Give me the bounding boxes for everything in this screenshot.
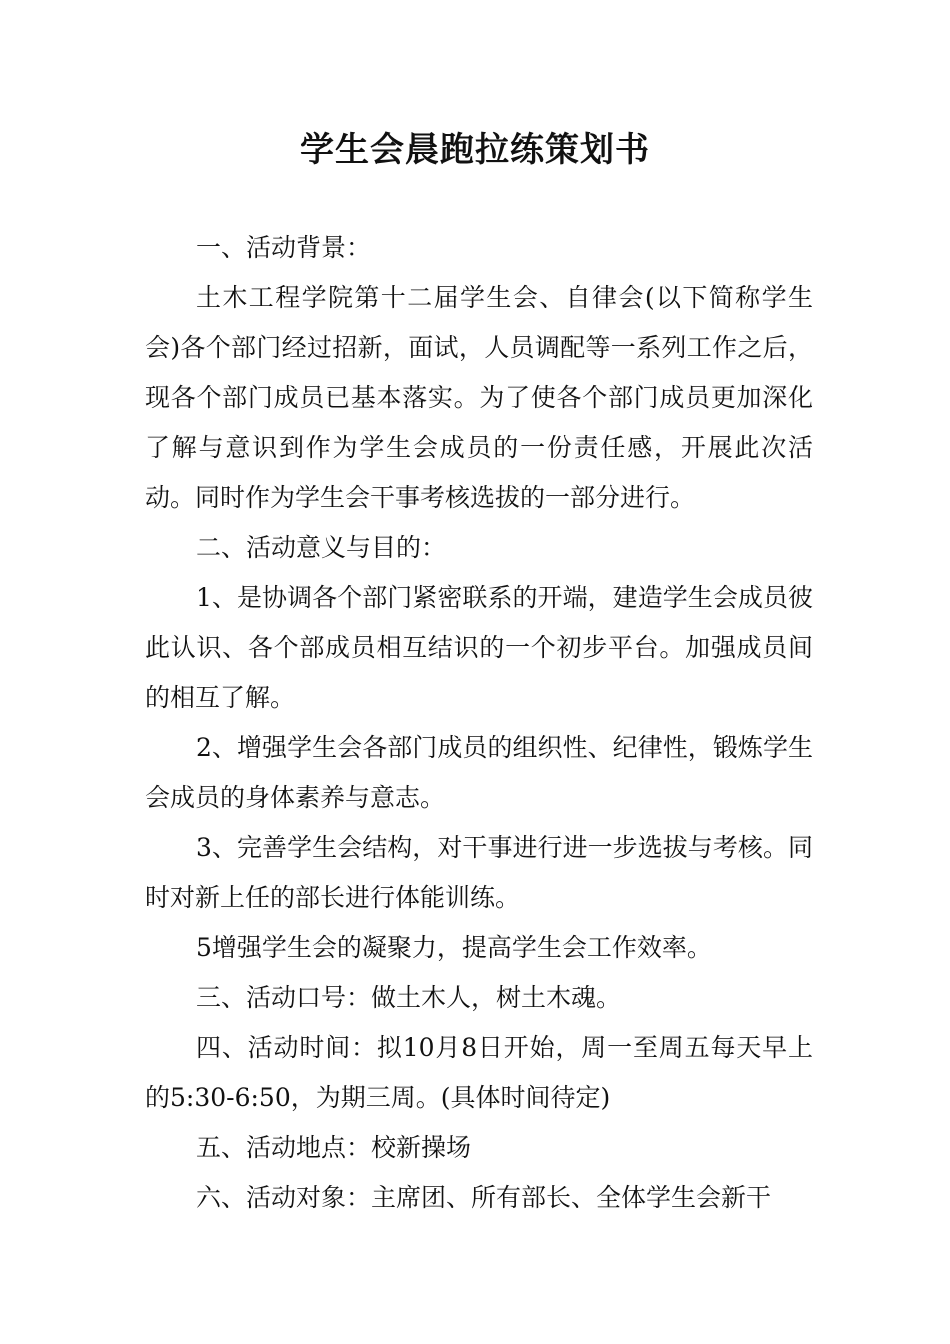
purpose-item-2: 2、增强学生会各部门成员的组织性、纪律性，锻炼学生会成员的身体素养与意志。 <box>145 733 813 812</box>
section-heading-background: 一、活动背景： <box>196 233 372 262</box>
purpose-item-5: 5增强学生会的凝聚力，提高学生会工作效率。 <box>196 933 712 962</box>
section-participants: 六、活动对象：主席团、所有部长、全体学生会新干 <box>196 1183 772 1212</box>
document-title: 学生会晨跑拉练策划书 <box>300 130 650 170</box>
section-slogan: 三、活动口号：做土木人，树土木魂。 <box>196 983 622 1012</box>
section-time: 四、活动时间：拟10月8日开始，周一至周五每天早上的5:30-6:50，为期三周。(具体时间待定) <box>145 1033 813 1112</box>
section-heading-purpose: 二、活动意义与目的： <box>196 533 447 562</box>
purpose-item-1: 1、是协调各个部门紧密联系的开端，建造学生会成员彼此认识、各个部成员相互结识的一个初步平台。加强成员间的相互了解。 <box>145 583 813 712</box>
document-body <box>145 223 813 1223</box>
section-location: 五、活动地点：校新操场 <box>196 1133 472 1162</box>
background-paragraph: 土木工程学院第十二届学生会、自律会(以下简称学生会)各个部门经过招新，面试，人员调配等一系列工作之后，现各个部门成员已基本落实。为了使各个部门成员更加深化了解与意识到作为学生会成员的一份责任感，开展此次活动。同时作为学生会干事考核选拔的一部分进行。 <box>145 283 813 512</box>
purpose-item-3: 3、完善学生会结构，对干事进行进一步选拔与考核。同时对新上任的部长进行体能训练。 <box>145 833 813 912</box>
